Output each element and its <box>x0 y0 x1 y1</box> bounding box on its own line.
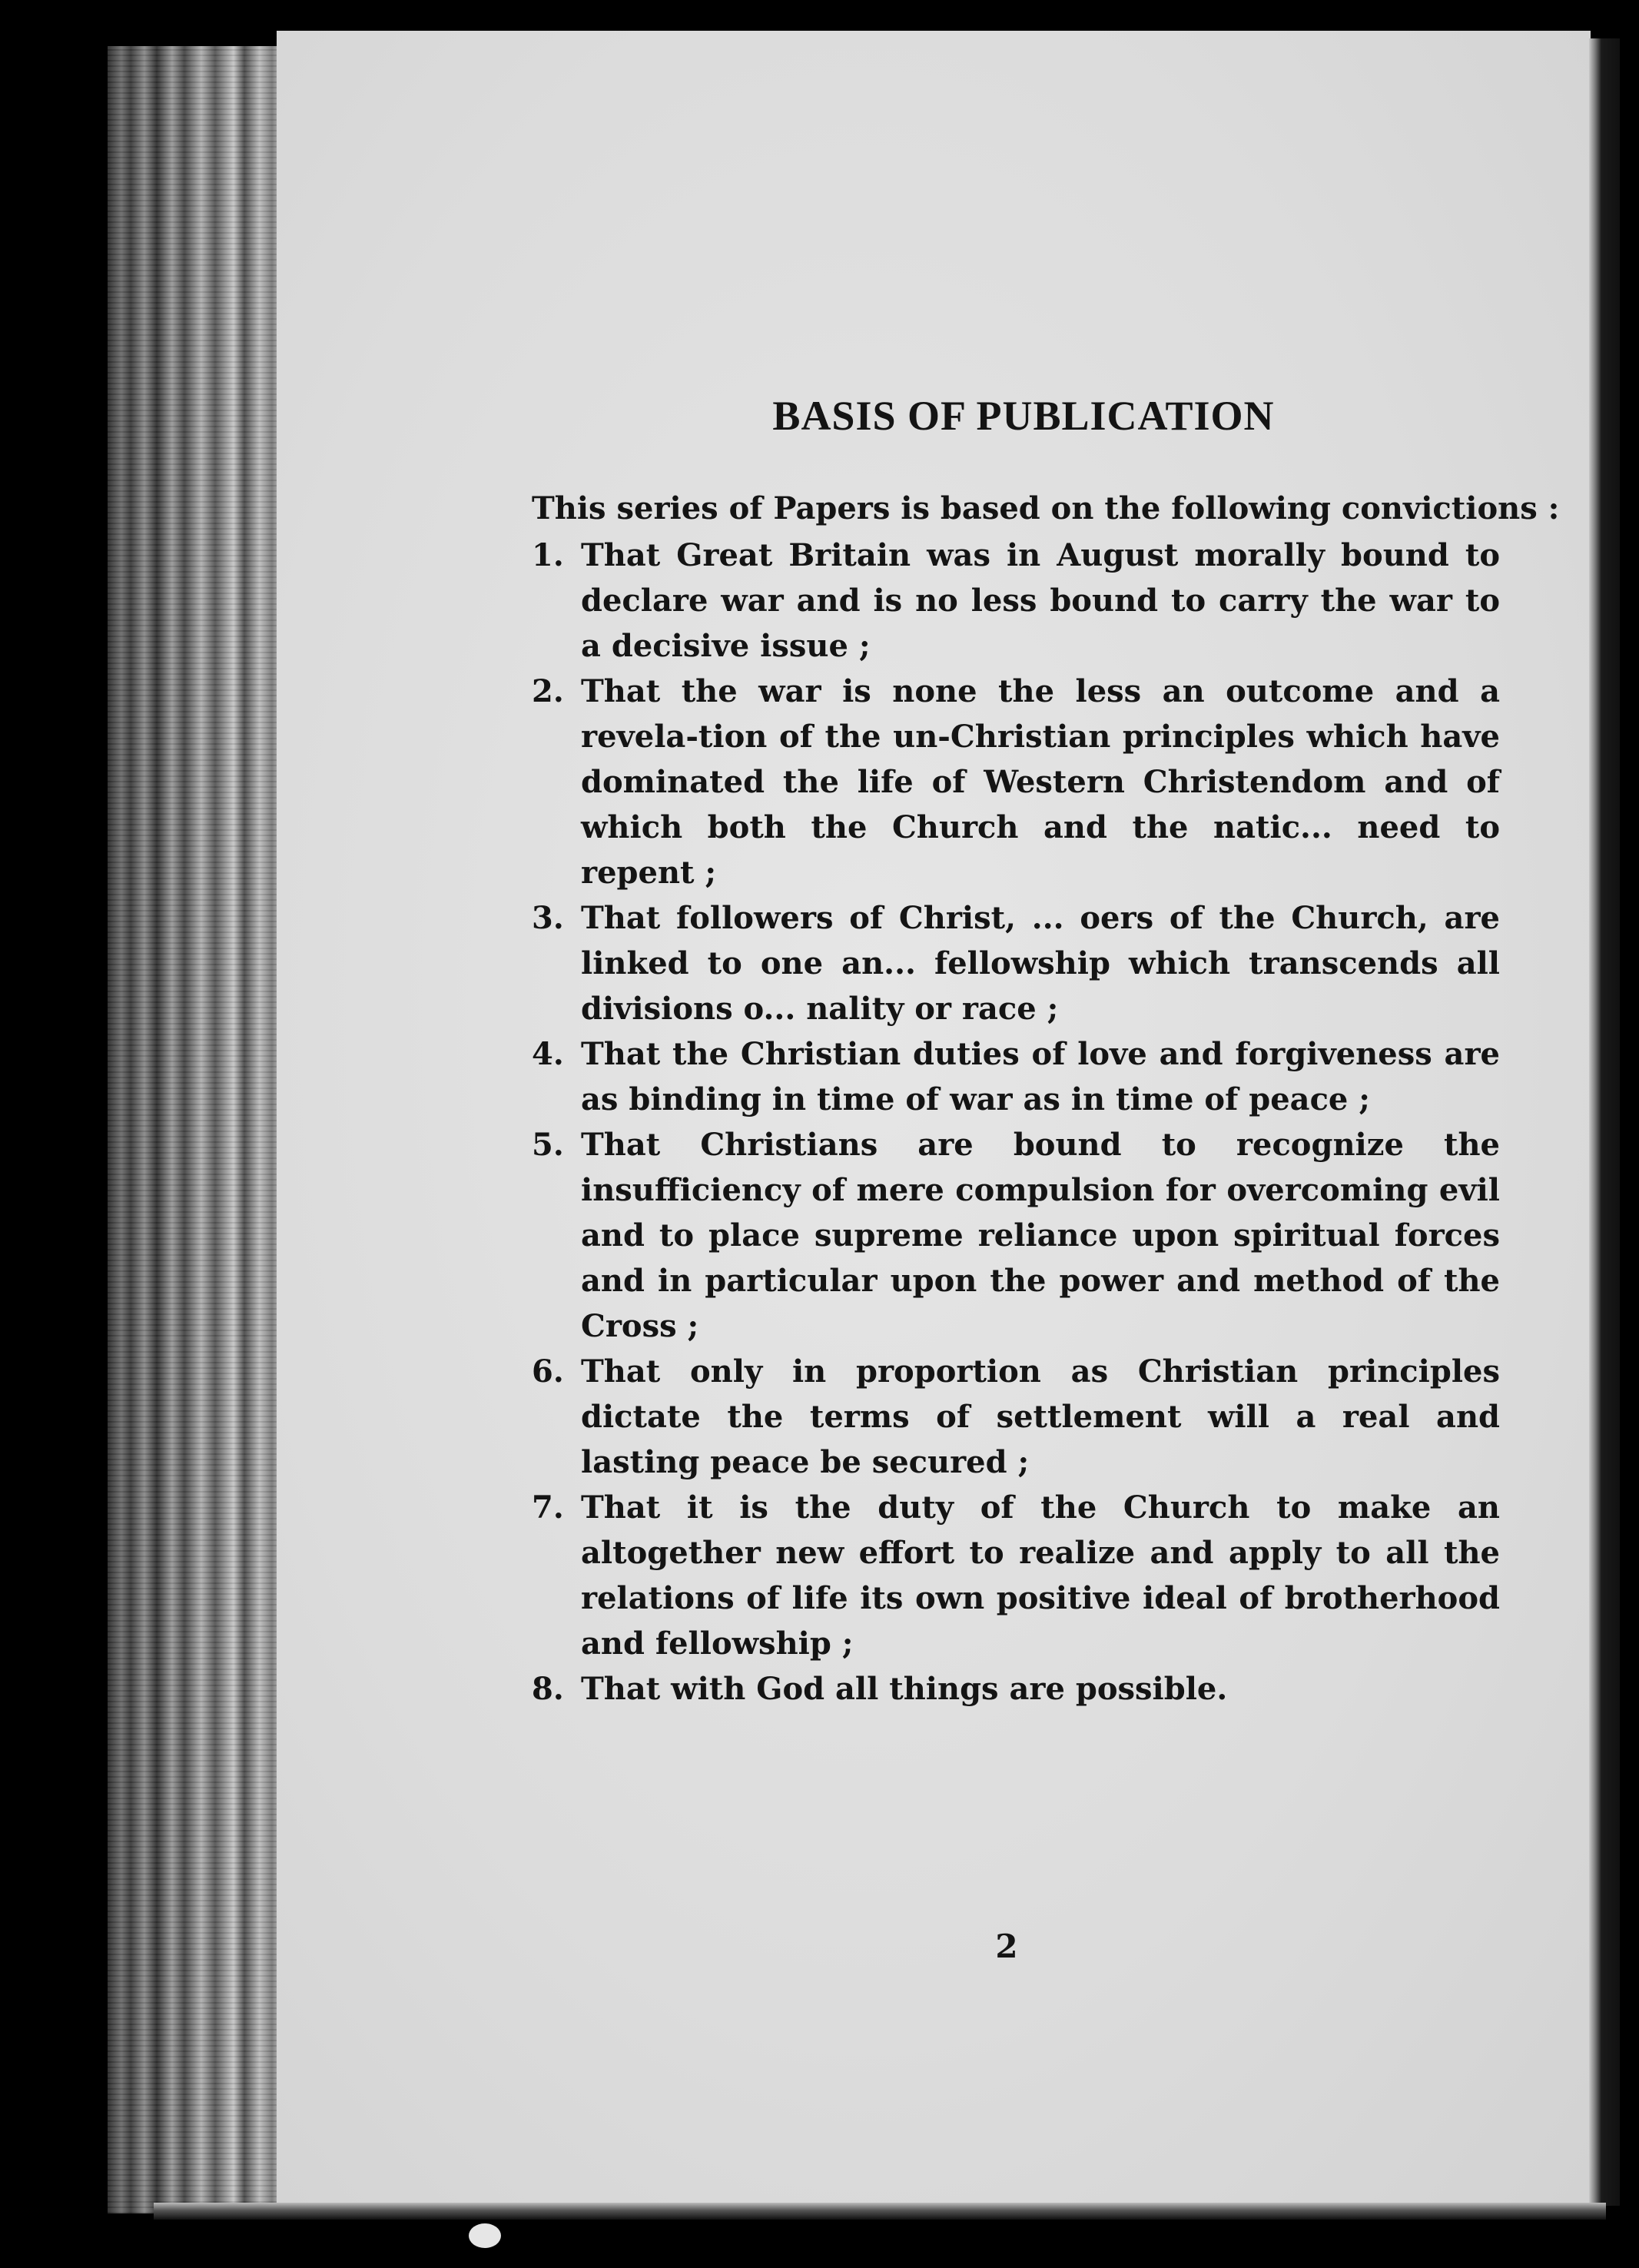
list-item <box>532 1349 1500 1485</box>
item-number: 8. <box>532 1671 564 1707</box>
item-number: 4. <box>532 1036 564 1072</box>
item-text: That only in proportion as Christian principles dictate the terms of settlement will a real and lasting peace be secured ; <box>581 1353 1500 1480</box>
scan-speck <box>469 2223 501 2248</box>
page-title: BASIS OF PUBLICATION <box>772 393 1275 439</box>
item-text: That followers of Christ, ... oers of the Church, are linked to one an... fellowship which transcends all divisions o... nality or race ; <box>581 900 1500 1027</box>
list-item <box>532 669 1500 895</box>
item-number: 3. <box>532 900 564 936</box>
book-right-edge <box>1589 38 1620 2206</box>
page-content <box>532 392 1560 1712</box>
list-item <box>532 1485 1500 1666</box>
list-item <box>532 1666 1500 1712</box>
page-number: 2 <box>995 1928 1018 1965</box>
item-number: 7. <box>532 1489 564 1526</box>
item-text: That with God all things are possible. <box>581 1671 1228 1707</box>
intro-text: This series of Papers is based on the following convictions : <box>532 490 1560 526</box>
item-number: 1. <box>532 537 564 573</box>
item-number: 2. <box>532 673 564 709</box>
item-number: 5. <box>532 1127 564 1163</box>
item-text: That it is the duty of the Church to make an altogether new effort to realize and apply to all the relations of life its own positive ideal of brotherhood and fellowship ; <box>581 1489 1500 1662</box>
list-item <box>532 1031 1500 1122</box>
item-text: That the war is none the less an outcome and a revela-tion of the un-Christian principles which have dominated the life of Western Christendom and of which both the Church and the natic... need to repent ; <box>581 673 1500 891</box>
item-text: That Great Britain was in August morally bound to declare war and is no less bound to carry the war to a decisive issue ; <box>581 537 1500 664</box>
list-item <box>532 895 1500 1031</box>
item-number: 6. <box>532 1353 564 1390</box>
convictions-list <box>532 533 1500 1712</box>
item-text: That the Christian duties of love and forgiveness are as binding in time of war as in time of peace ; <box>581 1036 1500 1117</box>
book-page-edges <box>108 46 284 2213</box>
book-bottom-edge <box>154 2203 1606 2220</box>
item-text: That Christians are bound to recognize the insufficiency of mere compulsion for overcoming evil and to place supreme reliance upon spiritual forces and in particular upon the power and method of the Cross ; <box>581 1127 1500 1344</box>
list-item <box>532 1122 1500 1349</box>
list-item <box>532 533 1500 669</box>
